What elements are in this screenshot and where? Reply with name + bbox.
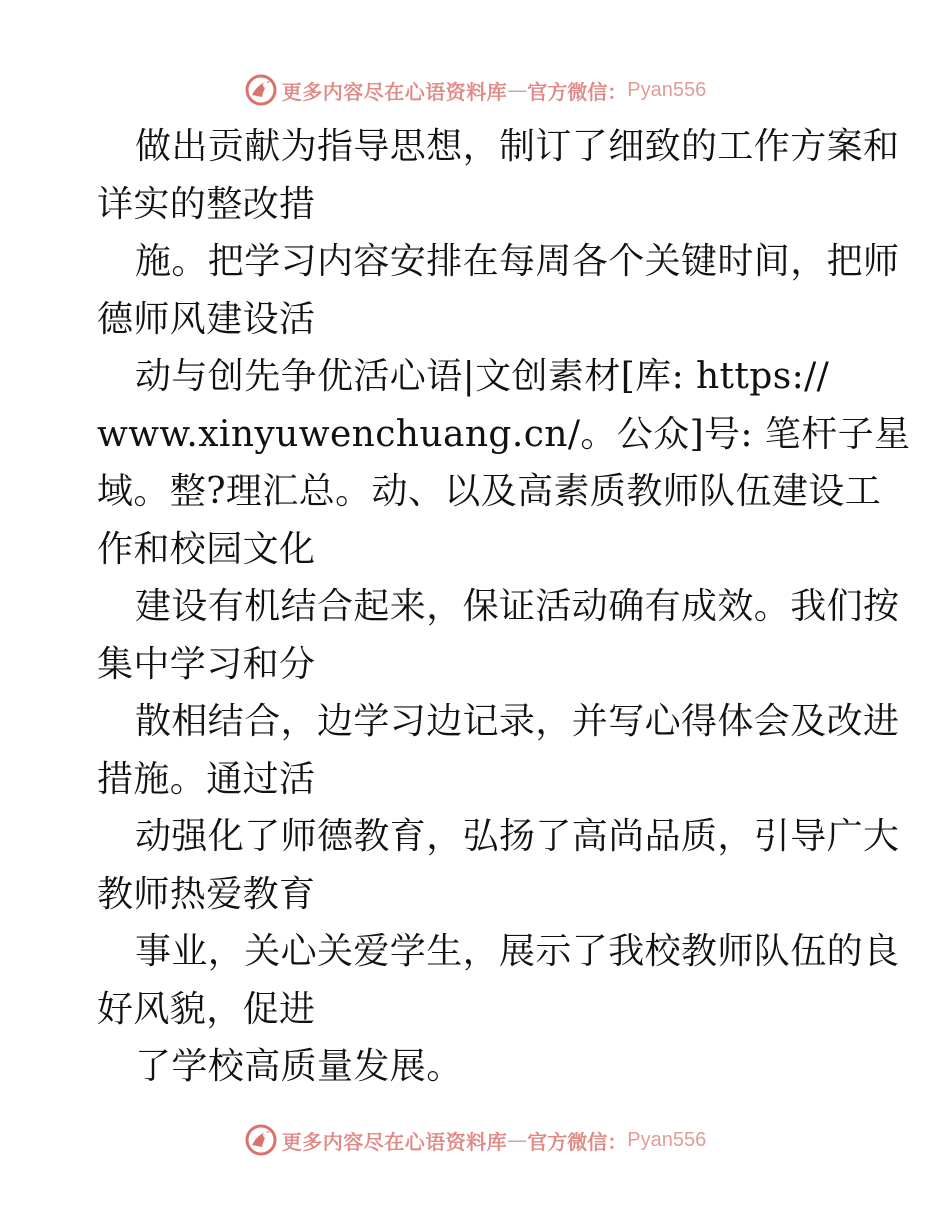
watermark-handle: Pyan556 xyxy=(627,1128,707,1151)
text-line: 散相结合，边学习边记录，并写心得体会及改进 xyxy=(135,701,900,742)
text-line: 域。整?理汇总。动、以及高素质教师队伍建设工 xyxy=(97,471,882,512)
text-line: 措施。通过活 xyxy=(97,758,316,800)
text-line: 动强化了师德教育，弘扬了高尚品质，引导广大 xyxy=(135,816,900,857)
text-line: 作和校园文化 xyxy=(97,528,316,570)
text-line: 详实的整改措 xyxy=(97,183,316,225)
watermark-handle: Pyan556 xyxy=(627,78,707,101)
text-line: 教师热爱教育 xyxy=(97,873,316,915)
footer-watermark xyxy=(0,1120,950,1160)
watermark-separator: — xyxy=(507,78,528,102)
text-line: 做出贡献为指导思想，制订了细致的工作方案和 xyxy=(135,126,900,167)
text-line: 事业，关心关爱学生，展示了我校教师队伍的良 xyxy=(135,931,900,972)
watermark-site-text: 更多内容尽在心语资料库 xyxy=(281,79,508,104)
watermark-separator: — xyxy=(507,1128,528,1152)
brand-logo-icon xyxy=(244,73,278,107)
document-body xyxy=(97,118,911,1096)
watermark-site-text: 更多内容尽在心语资料库 xyxy=(281,1129,508,1154)
header-watermark xyxy=(0,70,950,110)
text-line: 施。把学习内容安排在每周各个关键时间，把师 xyxy=(135,241,900,282)
text-line: 德师风建设活 xyxy=(97,298,316,340)
text-line: 动与创先争优活心语|文创素材[库: https:// xyxy=(135,356,830,397)
text-line: 好风貌，促进 xyxy=(97,988,316,1030)
text-line: 了学校高质量发展。 xyxy=(135,1046,463,1087)
text-line: 集中学习和分 xyxy=(97,643,316,685)
brand-logo-icon xyxy=(244,1123,278,1157)
text-line: www.xinyuwenchuang.cn/。公众]号: 笔杆子星 xyxy=(97,413,911,455)
watermark-account-label: 官方微信： xyxy=(527,1129,628,1154)
watermark-account-label: 官方微信： xyxy=(527,79,628,104)
text-line: 建设有机结合起来，保证活动确有成效。我们按 xyxy=(135,586,900,627)
